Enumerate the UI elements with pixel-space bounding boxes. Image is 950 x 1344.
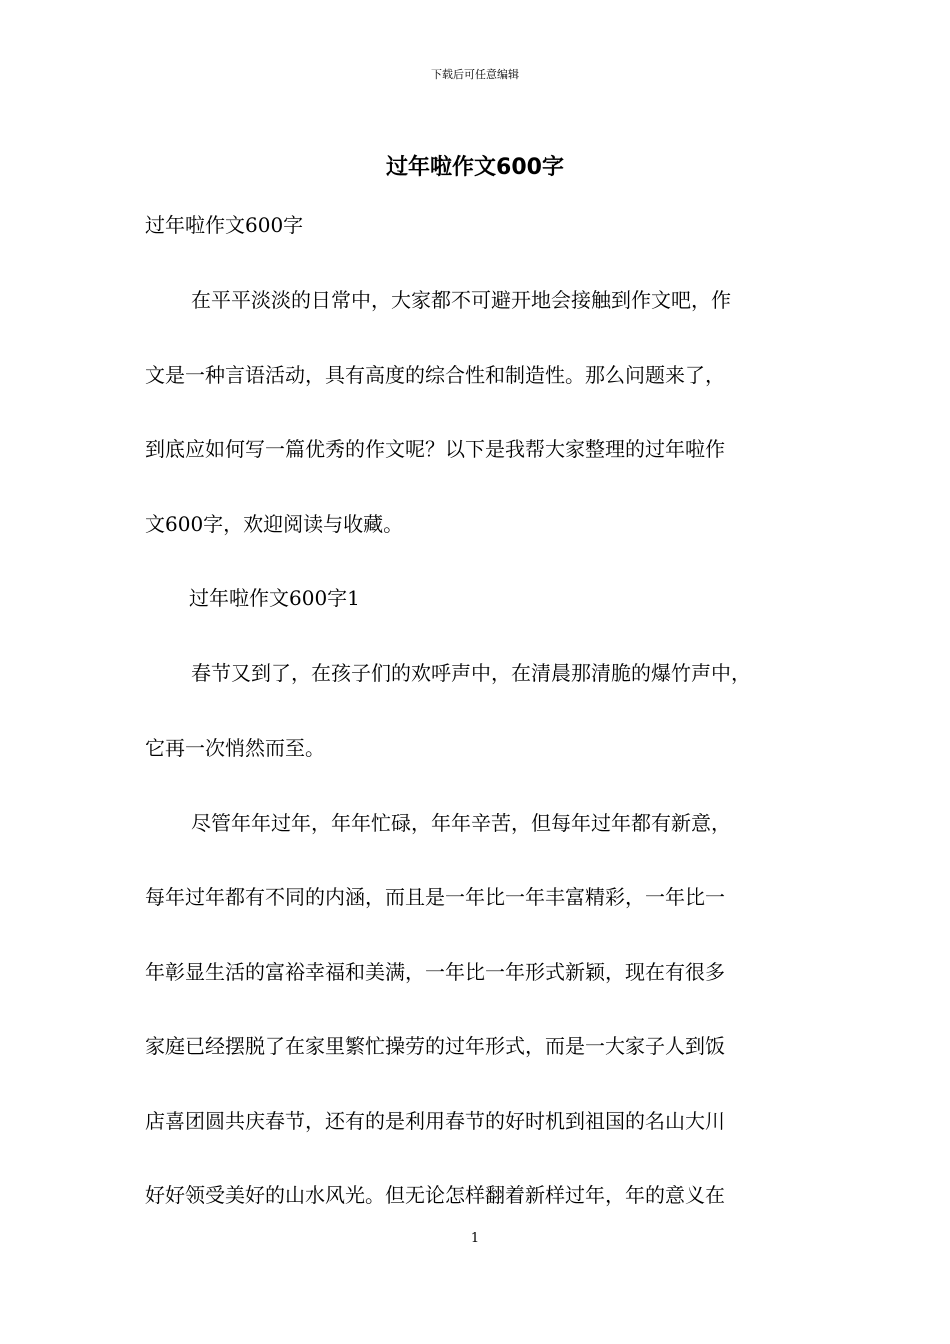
paragraph-line: 到底应如何写一篇优秀的作文呢？以下是我帮大家整理的过年啦作 [145, 437, 725, 461]
paragraph-line: 文600字，欢迎阅读与收藏。 [145, 512, 404, 536]
document-title: 过年啦作文600字 [386, 155, 564, 180]
subtitle-line: 过年啦作文600字 [145, 213, 304, 237]
paragraph-line: 春节又到了，在孩子们的欢呼声中，在清晨那清脆的爆竹声中， [191, 661, 751, 685]
paragraph-line: 每年过年都有不同的内涵，而且是一年比一年丰富精彩，一年比一 [145, 885, 725, 909]
paragraph-line: 尽管年年过年，年年忙碌，年年辛苦，但每年过年都有新意， [191, 811, 731, 835]
page-number: 1 [470, 1231, 480, 1246]
paragraph-line: 文是一种言语活动，具有高度的综合性和制造性。那么问题来了， [145, 363, 725, 387]
paragraph-line: 它再一次悄然而至。 [145, 736, 325, 760]
header-note: 下载后可任意编辑 [431, 68, 519, 81]
paragraph-line: 在平平淡淡的日常中，大家都不可避开地会接触到作文吧，作 [191, 288, 731, 312]
section-heading: 过年啦作文600字1 [189, 586, 360, 610]
paragraph-line: 店喜团圆共庆春节，还有的是利用春节的好时机到祖国的名山大川 [145, 1109, 725, 1133]
paragraph-line: 年彰显生活的富裕幸福和美满，一年比一年形式新颖，现在有很多 [145, 960, 725, 984]
paragraph-line: 家庭已经摆脱了在家里繁忙操劳的过年形式，而是一大家子人到饭 [145, 1034, 725, 1058]
paragraph-line: 好好领受美好的山水风光。但无论怎样翻着新样过年，年的意义在 [145, 1183, 725, 1207]
